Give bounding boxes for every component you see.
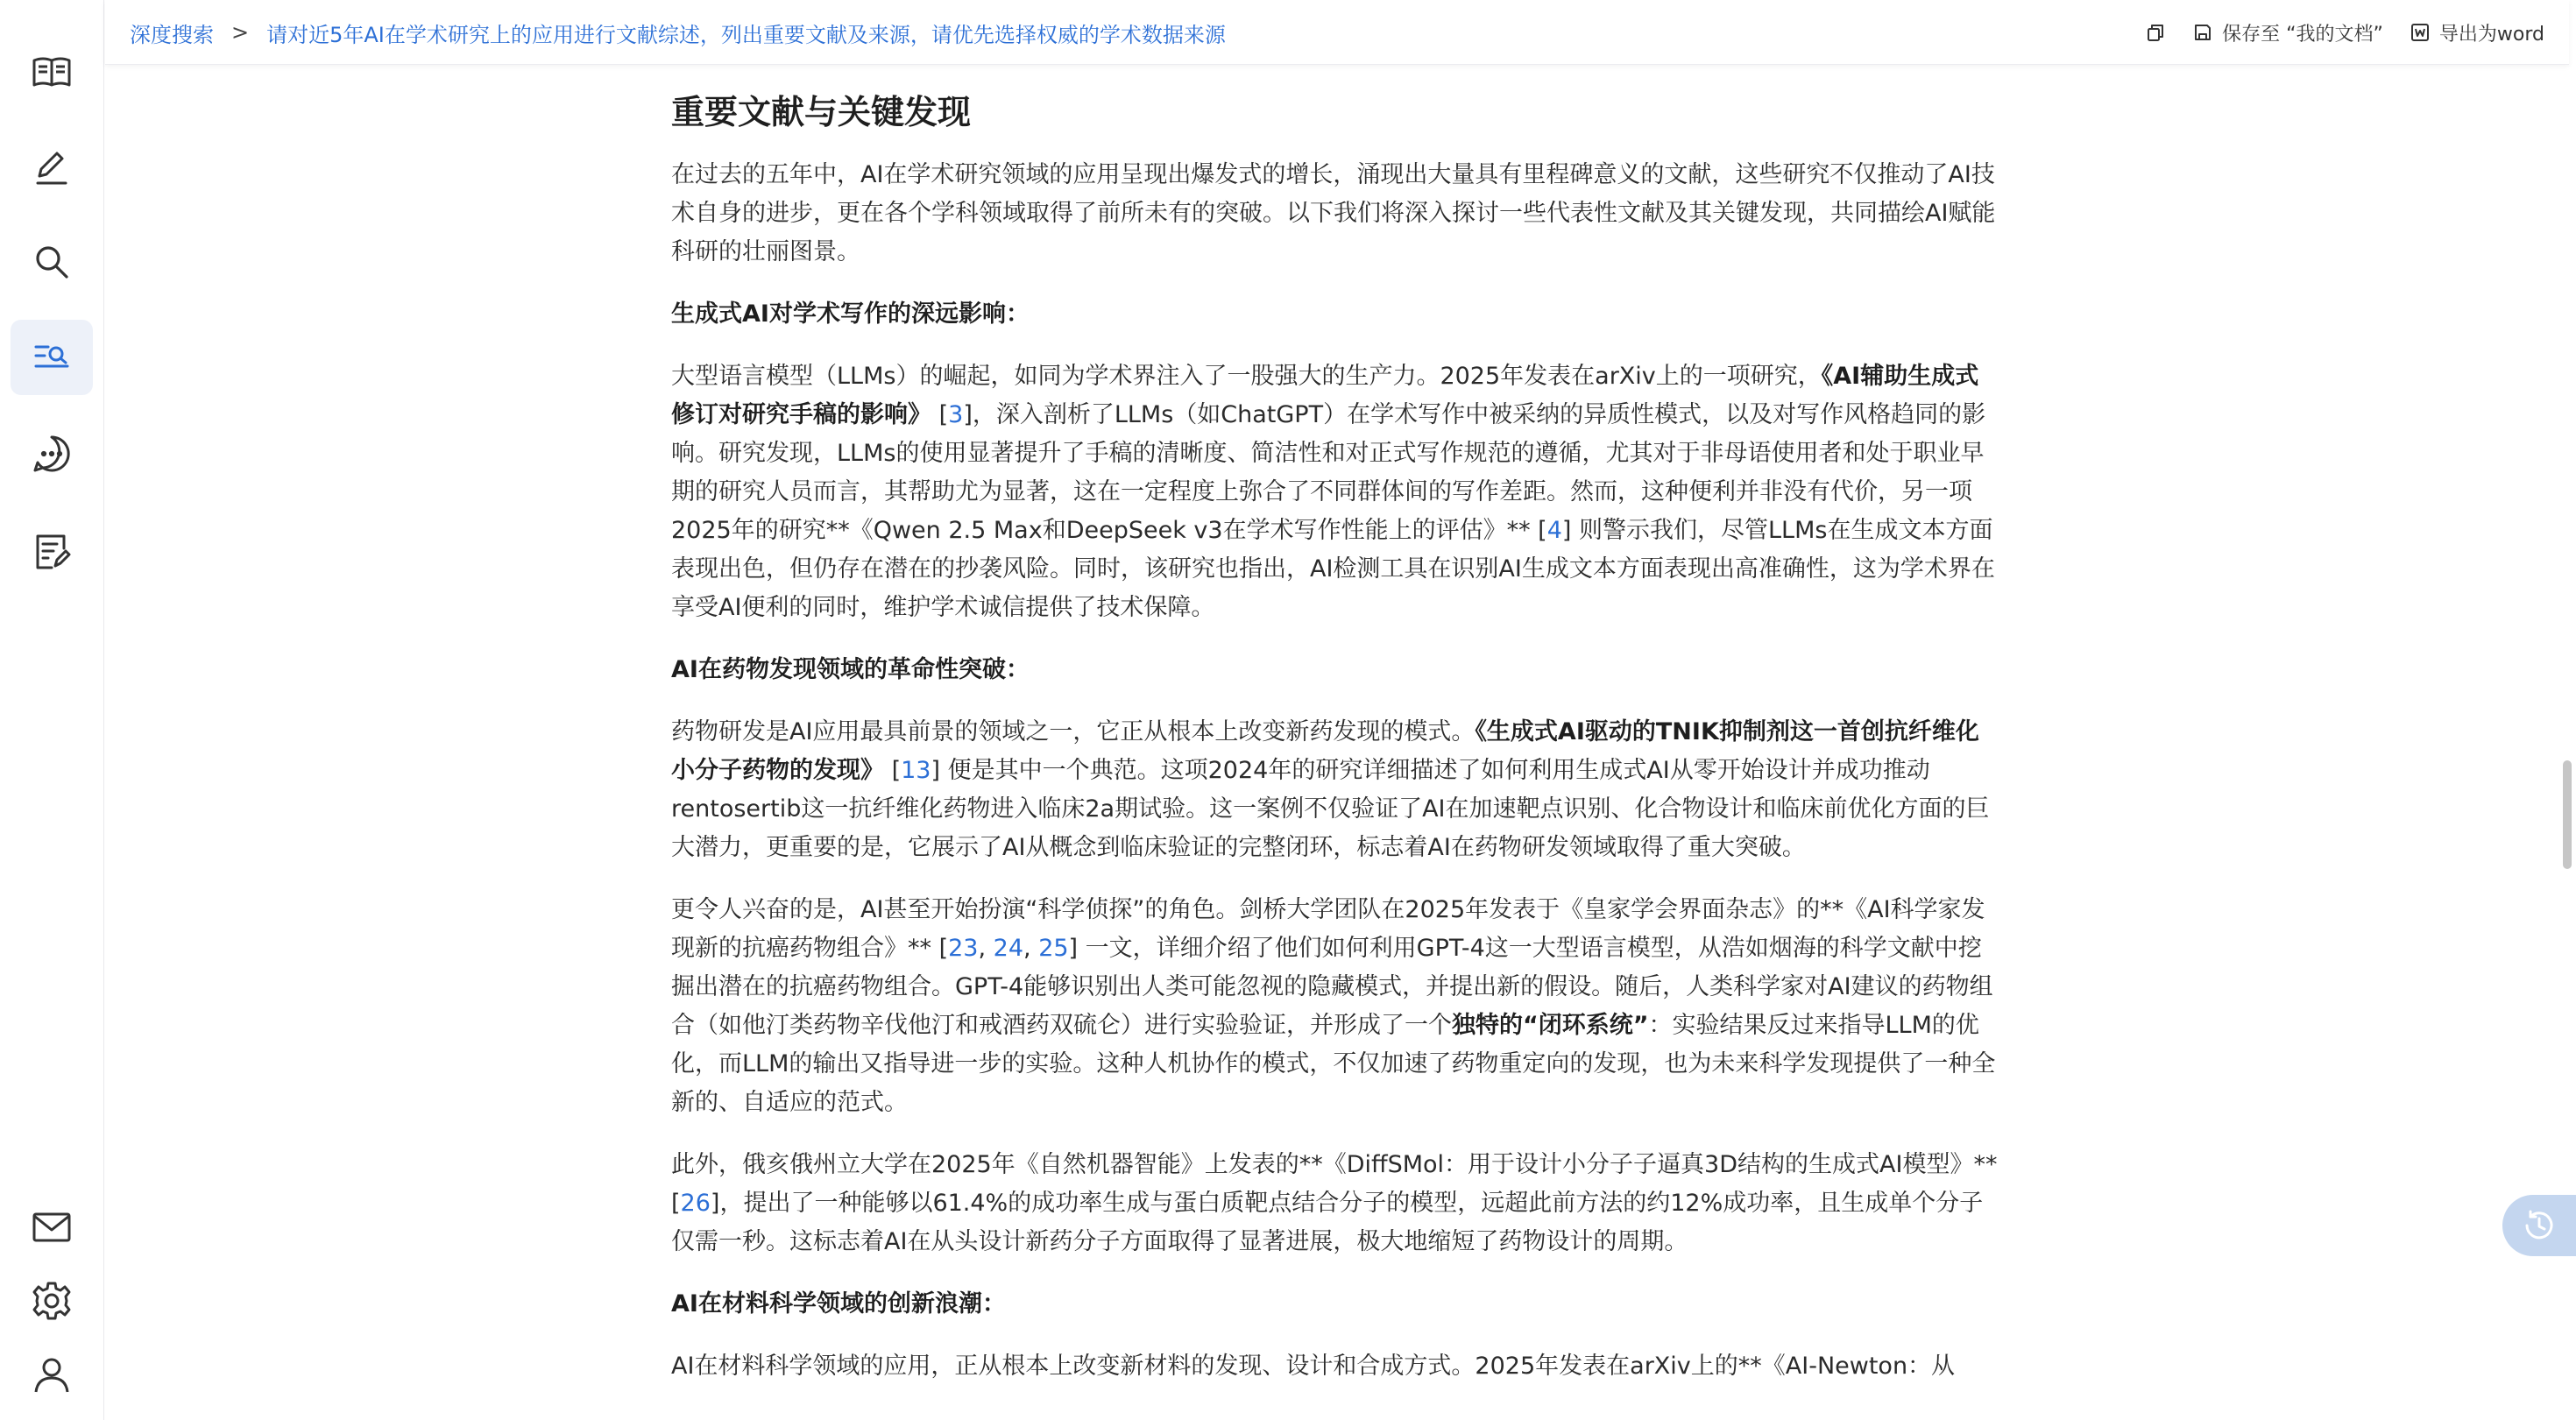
book-icon [31, 52, 73, 94]
article-content [671, 88, 1999, 1409]
sidebar-item-settings[interactable] [11, 1263, 93, 1339]
citation-link[interactable]: 3 [948, 401, 964, 428]
copy-icon [2145, 22, 2166, 43]
sidebar [0, 0, 104, 1420]
scrollbar-thumb[interactable] [2563, 760, 2572, 869]
search-icon [31, 241, 73, 283]
copy-button[interactable] [2145, 22, 2166, 43]
intro-paragraph: 在过去的五年中，AI在学术研究领域的应用呈现出爆发式的增长，涌现出大量具有里程碑意义的文献，这些研究不仅推动了AI技术自身的进步，更在各个学科领域取得了前所未有的突破。以下我们将深入探讨一些代表性文献及其关键发现，共同描绘AI赋能科研的壮丽图景。 [671, 161, 1996, 265]
citation-link[interactable]: 23 [948, 935, 979, 962]
paragraph-diffsmol: 此外，俄亥俄州立大学在2025年《自然机器智能》上发表的**《DiffSMol：用于设计小分子子逼真3D结构的生成式AI模型》** [26]，提出了一种能够以61.4%的成功率生成与蛋白质靶点结合分子的模型，远超此前方法的约12%成功率，且生成单个分子仅需一秒。这标志着AI在从头设计新药分子方面取得了显著进展，极大地缩短了药物设计的周期。 [671, 1151, 1998, 1255]
export-word-label: 导出为word [2438, 23, 2544, 46]
mail-icon [31, 1206, 73, 1248]
sidebar-item-library[interactable] [11, 35, 93, 110]
breadcrumb-root[interactable]: 深度搜索 [130, 22, 214, 47]
paragraph-materials: AI在材料科学领域的应用，正从根本上改变新材料的发现、设计和合成方式。2025年发表在arXiv上的**《AI-Newton：从 [671, 1353, 1956, 1380]
ai-search-icon [31, 336, 73, 378]
notes-icon [31, 531, 73, 573]
citation-link[interactable]: 24 [993, 935, 1024, 962]
citation-link[interactable]: 13 [901, 757, 931, 784]
section-heading: 重要文献与关键发现 [671, 93, 972, 131]
sidebar-item-search[interactable] [11, 224, 93, 300]
save-to-docs-button[interactable] [2192, 19, 2383, 46]
paragraph-ai-scientist: 更令人兴奋的是，AI甚至开始扮演“科学侦探”的角色。剑桥大学团队在2025年发表于《皇家学会界面杂志》的**《AI科学家发现新的抗癌药物组合》** [23, 24, 25] 一文，详细介绍了他们如何利用GPT-4这一大型语言模型，从浩如烟海的科学文献中挖掘出潜在的抗癌药物组合。GPT-4能够识别出人类可能忽视的隐藏模式，并提出新的假设。随后，人类科学家对AI建议的药物组合（如他汀类药物辛伐他汀和戒酒药双硫仑）进行实验验证，并形成了一个独特的“闭环系统”：实验结果反过来指导LLM的优化，而LLM的输出又指导进一步的实验。这种人机协作的模式，不仅加速了药物重定向的发现，也为未来科学发现提供了一种全新的、自适应的范式。 [671, 896, 1996, 1116]
sidebar-item-profile[interactable] [11, 1337, 93, 1412]
gear-icon [31, 1280, 73, 1322]
subheading-writing: 生成式AI对学术写作的深远影响： [671, 300, 1030, 328]
export-word-button[interactable] [2410, 19, 2544, 46]
citation-link[interactable]: 25 [1038, 935, 1069, 962]
citation-link[interactable]: 26 [680, 1190, 711, 1217]
top-bar [105, 0, 2569, 65]
history-icon [2522, 1208, 2557, 1243]
sidebar-item-deep-search[interactable] [11, 320, 93, 395]
save-to-docs-label: 保存至 “我的文档” [2222, 23, 2383, 46]
sidebar-item-notes[interactable] [11, 514, 93, 590]
toolbar-actions [2145, 18, 2544, 47]
history-button[interactable] [2502, 1195, 2576, 1256]
subheading-drug-discovery: AI在药物发现领域的革命性突破： [671, 656, 1030, 683]
citation-link[interactable]: 4 [1546, 517, 1562, 544]
user-icon [31, 1353, 73, 1395]
paragraph-drug-discovery: 药物研发是AI应用最具前景的领域之一，它正从根本上改变新药发现的模式。《生成式AI驱动的TNIK抑制剂这一首创抗纤维化小分子药物的发现》 [13] 便是其中一个典范。这项2024年的研究详细描述了如何利用生成式AI从零开始设计并成功推动rentosertib这一抗纤维化药物进入临床2a期试验。这一案例不仅验证了AI在加速靶点识别、化合物设计和临床前优化方面的巨大潜力，更重要的是，它展示了AI从概念到临床验证的完整闭环，标志着AI在药物研发领域取得了重大突破。 [671, 718, 1990, 861]
sidebar-item-mail[interactable] [11, 1190, 93, 1265]
save-icon [2192, 22, 2213, 43]
breadcrumb-separator: > [231, 20, 250, 45]
word-icon [2410, 22, 2431, 43]
pen-icon [31, 146, 73, 188]
sidebar-item-write[interactable] [11, 130, 93, 205]
breadcrumb [130, 18, 1226, 47]
paragraph-writing: 大型语言模型（LLMs）的崛起，如同为学术界注入了一股强大的生产力。2025年发表在arXiv上的一项研究，《AI辅助生成式修订对研究手稿的影响》 [3]，深入剖析了LLMs（如ChatGPT）在学术写作中被采纳的异质性模式，以及对写作风格趋同的影响。研究发现，LLMs的使用显著提升了手稿的清晰度、简洁性和对正式写作规范的遵循，尤其对于非母语使用者和处于职业早期的研究人员而言，其帮助尤为显著，这在一定程度上弥合了不同群体间的写作差距。然而，这种便利并非没有代价，另一项2025年的研究**《Qwen 2.5 Max和DeepSeek v3在学术写作性能上的评估》** [4] 则警示我们，尽管LLMs在生成文本方面表现出色，但仍存在潜在的抄袭风险。同时，该研究也指出，AI检测工具在识别AI生成文本方面表现出高准确性，这为学术界在享受AI便利的同时，维护学术诚信提供了技术保障。 [671, 363, 1995, 621]
sidebar-item-chat[interactable] [11, 416, 93, 491]
breadcrumb-query[interactable]: 请对近5年AI在学术研究上的应用进行文献综述，列出重要文献及来源，请优先选择权威的学术数据来源 [266, 22, 1226, 47]
chat-icon [31, 433, 73, 475]
subheading-materials: AI在材料科学领域的创新浪潮： [671, 1290, 1006, 1318]
